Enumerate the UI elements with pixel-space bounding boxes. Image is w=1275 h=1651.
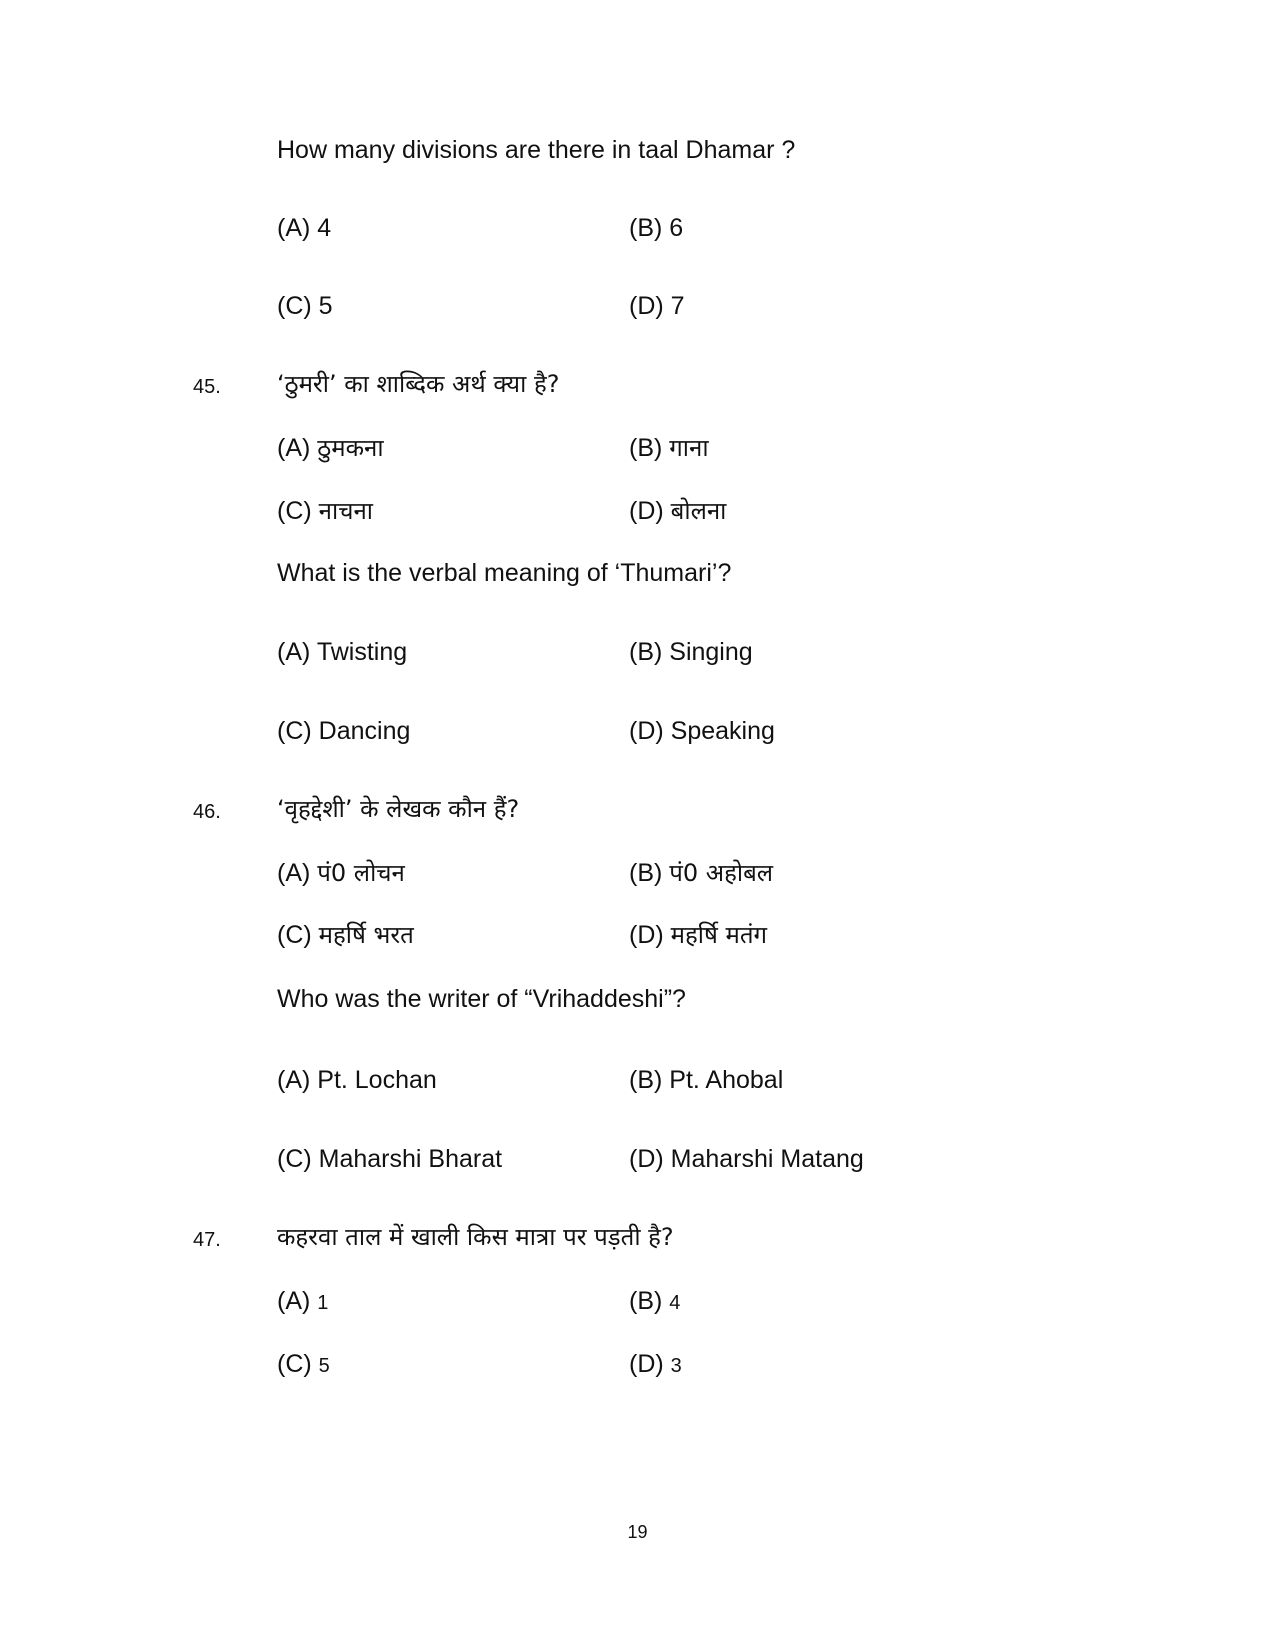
option-label: (B) <box>629 1287 663 1315</box>
q45-hi-question: ‘ठुमरी’ का शाब्दिक अर्थ क्या है? <box>277 370 560 398</box>
q47-option-a <box>277 1286 328 1318</box>
option-label: (D) <box>629 497 664 525</box>
q46-hi-question: ‘वृहद्देशी’ के लेखक कौन हैं? <box>277 795 520 823</box>
q46-hi-option-c <box>277 920 414 950</box>
q45-en-option-d: (D) Speaking <box>629 717 775 745</box>
option-text: नाचना <box>318 497 373 525</box>
q45-number: 45. <box>193 376 221 398</box>
q46-en-option-b: (B) Pt. Ahobal <box>629 1066 784 1094</box>
option-label: (B) <box>629 434 663 462</box>
q47-option-d <box>629 1349 682 1381</box>
q45-en-option-a: (A) Twisting <box>277 638 408 666</box>
option-text: 5 <box>318 1355 330 1377</box>
option-label: (C) <box>277 921 312 949</box>
option-text: गाना <box>669 434 709 462</box>
option-text: ठुमकना <box>317 434 384 462</box>
option-text: पं0 लोचन <box>317 859 405 887</box>
option-text: पं0 अहोबल <box>669 859 774 887</box>
option-label: (D) <box>629 1350 664 1378</box>
q44-en-question: How many divisions are there in taal Dhamar ? <box>277 136 796 164</box>
q44-en-option-c: (C) 5 <box>277 292 333 320</box>
q45-hi-option-a <box>277 433 384 463</box>
q46-en-option-d: (D) Maharshi Matang <box>629 1145 864 1173</box>
option-label: (C) <box>277 1350 312 1378</box>
q46-number: 46. <box>193 801 221 823</box>
q45-en-option-c: (C) Dancing <box>277 717 411 745</box>
option-label: (A) <box>277 434 311 462</box>
option-text: 1 <box>317 1292 329 1314</box>
q44-en-option-b: (B) 6 <box>629 214 684 242</box>
q46-en-option-c: (C) Maharshi Bharat <box>277 1145 503 1173</box>
q46-en-option-a: (A) Pt. Lochan <box>277 1066 437 1094</box>
q44-en-option-a: (A) 4 <box>277 214 332 242</box>
option-label: (C) <box>277 497 312 525</box>
option-label: (A) <box>277 1287 311 1315</box>
option-text: बोलना <box>670 497 727 525</box>
q46-en-question: Who was the writer of “Vrihaddeshi”? <box>277 985 686 1013</box>
q46-hi-option-b <box>629 858 773 888</box>
q46-hi-option-d <box>629 920 767 950</box>
q47-number: 47. <box>193 1229 221 1251</box>
option-text: महर्षि भरत <box>318 921 414 949</box>
q45-en-question: What is the verbal meaning of ‘Thumari’? <box>277 559 732 587</box>
option-text: महर्षि मतंग <box>670 921 768 949</box>
option-label: (A) <box>277 859 311 887</box>
q45-hi-option-d <box>629 496 726 526</box>
q47-option-b <box>629 1286 680 1318</box>
q47-hi-question: कहरवा ताल में खाली किस मात्रा पर पड़ती है? <box>277 1223 674 1251</box>
option-text: 3 <box>670 1355 682 1377</box>
option-label: (B) <box>629 859 663 887</box>
q45-hi-option-c <box>277 496 373 526</box>
q44-en-option-d: (D) 7 <box>629 292 685 320</box>
option-text: 4 <box>669 1292 681 1314</box>
page-number: 19 <box>627 1522 648 1542</box>
q46-hi-option-a <box>277 858 405 888</box>
q45-hi-option-b <box>629 433 709 463</box>
q47-option-c <box>277 1349 330 1381</box>
q45-en-option-b: (B) Singing <box>629 638 753 666</box>
option-label: (D) <box>629 921 664 949</box>
